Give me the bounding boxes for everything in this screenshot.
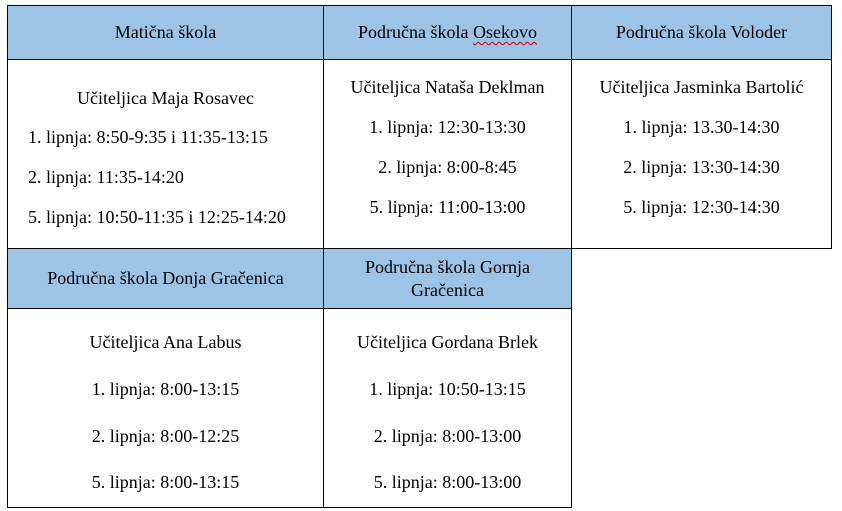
schedule-line: 1. lipnja: 10:50-13:15 [369, 379, 526, 399]
header-gornja-gracenica-line2: Gračenica [411, 279, 484, 300]
header-osekovo-place: Osekovo [472, 22, 537, 42]
cell-voloder [571, 59, 832, 249]
cell-gornja-gracenica [323, 308, 572, 508]
header-donja-gracenica [7, 248, 324, 309]
header-donja-gracenica-label: Područna škola Donja Gračenica [47, 268, 284, 288]
teacher-name: Učiteljica Gordana Brlek [357, 332, 538, 352]
schedule-line: 5. lipnja: 8:00-13:00 [373, 472, 522, 492]
header-maticna-skola [7, 5, 324, 60]
schedule-line: 5. lipnja: 8:00-13:15 [91, 472, 240, 492]
header-osekovo [323, 5, 572, 60]
header-maticna-skola-label: Matična škola [114, 22, 217, 42]
teacher-name: Učiteljica Ana Labus [89, 332, 242, 352]
header-gornja-gracenica [323, 248, 572, 309]
cell-donja-gracenica [7, 308, 324, 508]
schedule-line: 2. lipnja: 8:00-8:45 [378, 157, 517, 177]
teacher-name: Učiteljica Nataša Deklman [350, 77, 545, 97]
teacher-name: Učiteljica Jasminka Bartolić [599, 77, 804, 97]
header-osekovo-prefix: Područna škola [358, 22, 473, 42]
header-osekovo-label [358, 21, 537, 44]
schedule-line: 1. lipnja: 8:50-9:35 i 11:35-13:15 [28, 127, 268, 147]
teacher-name: Učiteljica Maja Rosavec [77, 88, 254, 108]
schedule-line: 2. lipnja: 13:30-14:30 [623, 157, 780, 177]
schedule-line: 1. lipnja: 13.30-14:30 [623, 117, 780, 137]
schedule-line: 2. lipnja: 11:35-14:20 [28, 167, 184, 187]
schedule-line: 5. lipnja: 12:30-14:30 [623, 197, 780, 217]
header-voloder [571, 5, 832, 60]
schedule-line: 5. lipnja: 11:00-13:00 [369, 197, 526, 217]
schedule-line: 2. lipnja: 8:00-13:00 [373, 426, 522, 446]
cell-maticna-skola [7, 59, 324, 249]
schedule-line: 2. lipnja: 8:00-12:25 [91, 426, 240, 446]
header-voloder-label: Područna škola Voloder [615, 22, 788, 42]
header-gornja-gracenica-line1: Područna škola Gornja [365, 256, 530, 277]
cell-osekovo [323, 59, 572, 249]
schedule-line: 1. lipnja: 8:00-13:15 [91, 379, 240, 399]
schedule-line: 1. lipnja: 12:30-13:30 [369, 117, 526, 137]
schedule-line: 5. lipnja: 10:50-11:35 i 12:25-14:20 [28, 207, 286, 227]
